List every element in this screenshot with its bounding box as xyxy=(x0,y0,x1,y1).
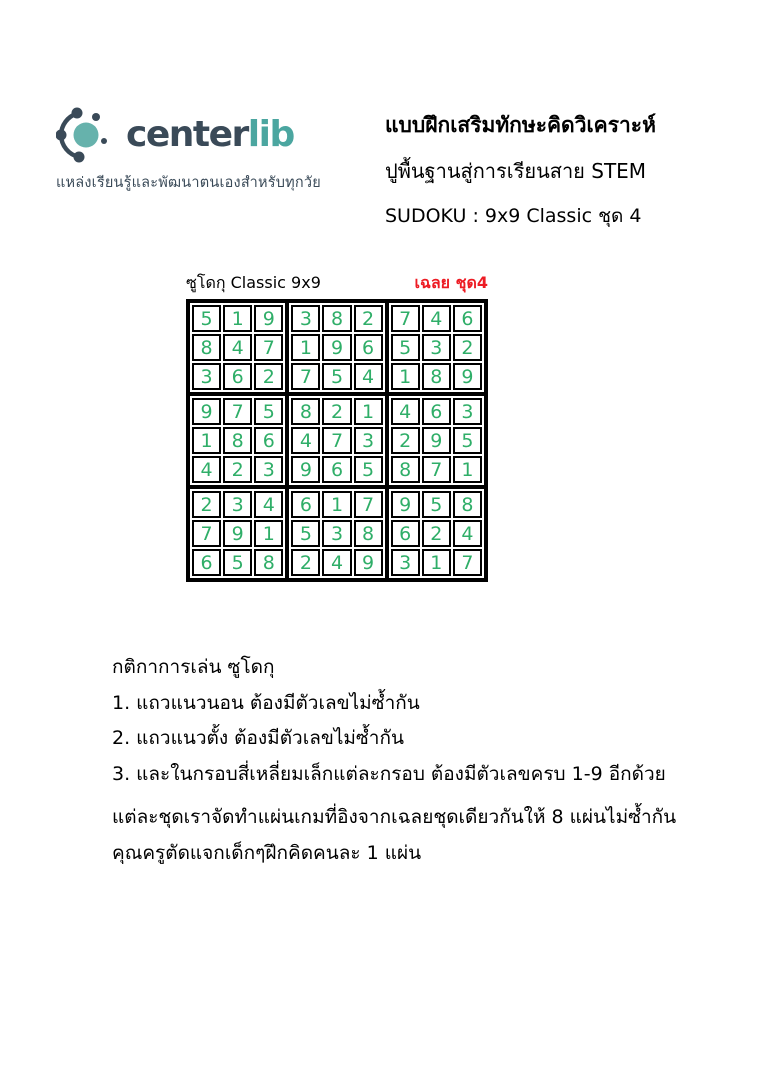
sudoku-cell: 7 xyxy=(354,491,383,518)
header-titles xyxy=(385,110,656,231)
sudoku-cell: 2 xyxy=(254,363,283,390)
sudoku-grid xyxy=(186,299,488,582)
sudoku-cell: 9 xyxy=(223,520,252,547)
sudoku-cell: 1 xyxy=(192,427,221,454)
logo-tagline: แหล่งเรียนรู้และพัฒนาตนเองสำหรับทุกวัย xyxy=(56,175,321,191)
sudoku-cell: 3 xyxy=(291,305,320,332)
rules-section xyxy=(112,650,666,792)
sudoku-cell: 7 xyxy=(192,520,221,547)
sudoku-cell: 4 xyxy=(322,549,351,576)
sudoku-cell: 4 xyxy=(391,398,420,425)
sudoku-cell: 8 xyxy=(254,549,283,576)
logo-word-center: center xyxy=(126,114,248,155)
sudoku-box xyxy=(387,487,486,580)
sudoku-cell: 8 xyxy=(422,363,451,390)
sudoku-box xyxy=(387,394,486,487)
sudoku-cell: 5 xyxy=(254,398,283,425)
logo-wordmark xyxy=(126,104,294,166)
sudoku-cell: 6 xyxy=(322,456,351,483)
sudoku-cell: 8 xyxy=(391,456,420,483)
sudoku-cell: 5 xyxy=(453,427,482,454)
sudoku-cell: 9 xyxy=(322,334,351,361)
sudoku-cell: 3 xyxy=(254,456,283,483)
sudoku-cell: 3 xyxy=(391,549,420,576)
sudoku-cell: 6 xyxy=(223,363,252,390)
sudoku-cell: 1 xyxy=(254,520,283,547)
sudoku-caption-row xyxy=(186,271,488,295)
sudoku-cell: 5 xyxy=(354,456,383,483)
rule-item-2: 2. แถวแนวตั้ง ต้องมีตัวเลขไม่ซ้ำกัน xyxy=(112,727,404,749)
sudoku-cell: 9 xyxy=(391,491,420,518)
centerlib-logo xyxy=(56,104,321,194)
note-line-1: แต่ละชุดเราจัดทำแผ่นเกมที่อิงจากเฉลยชุดเดียวกันให้ 8 แผ่นไม่ซ้ำกัน xyxy=(112,806,677,828)
note-line-2: คุณครูตัดแจกเด็กๆฝึกคิดคนละ 1 แผ่น xyxy=(112,842,422,864)
sudoku-cell: 2 xyxy=(192,491,221,518)
sudoku-cell: 1 xyxy=(453,456,482,483)
sudoku-cell: 1 xyxy=(391,363,420,390)
sudoku-cell: 4 xyxy=(291,427,320,454)
sudoku-cell: 3 xyxy=(453,398,482,425)
rule-item-3: 3. และในกรอบสี่เหลี่ยมเล็กแต่ละกรอบ ต้องมีตัวเลขครบ 1-9 อีกด้วย xyxy=(112,762,666,785)
sudoku-cell: 7 xyxy=(322,427,351,454)
centerlib-orbit-icon xyxy=(56,104,118,166)
sudoku-cell: 8 xyxy=(453,491,482,518)
sudoku-cell: 8 xyxy=(354,520,383,547)
sudoku-cell: 5 xyxy=(391,334,420,361)
sudoku-cell: 2 xyxy=(354,305,383,332)
sudoku-cell: 6 xyxy=(254,427,283,454)
sudoku-box xyxy=(188,394,287,487)
sudoku-cell: 4 xyxy=(192,456,221,483)
sudoku-cell: 2 xyxy=(453,334,482,361)
sudoku-cell: 7 xyxy=(223,398,252,425)
sudoku-cell: 2 xyxy=(391,427,420,454)
title-line-2: ปูพื้นฐานสู่การเรียนสาย STEM xyxy=(385,159,647,183)
sudoku-cell: 6 xyxy=(291,491,320,518)
sudoku-caption: ซูโดกุ Classic 9x9 xyxy=(186,273,321,292)
rules-heading: กติกาการเล่น ซูโดกุ xyxy=(112,656,275,678)
sudoku-cell: 2 xyxy=(291,549,320,576)
sudoku-cell: 8 xyxy=(192,334,221,361)
sudoku-cell: 1 xyxy=(322,491,351,518)
answer-set-label: เฉลย ชุด4 xyxy=(414,273,488,292)
sudoku-cell: 6 xyxy=(453,305,482,332)
sudoku-cell: 7 xyxy=(453,549,482,576)
sudoku-cell: 9 xyxy=(453,363,482,390)
sudoku-cell: 1 xyxy=(223,305,252,332)
sudoku-cell: 1 xyxy=(422,549,451,576)
sudoku-box xyxy=(287,301,386,394)
title-line-1: แบบฝึกเสริมทักษะคิดวิเคราะห์ xyxy=(385,113,656,137)
sudoku-box xyxy=(387,301,486,394)
sudoku-cell: 4 xyxy=(422,305,451,332)
rule-item-1: 1. แถวแนวนอน ต้องมีตัวเลขไม่ซ้ำกัน xyxy=(112,691,420,714)
logo-word-lib: lib xyxy=(247,114,294,155)
sudoku-cell: 9 xyxy=(291,456,320,483)
sudoku-cell: 8 xyxy=(223,427,252,454)
sudoku-cell: 7 xyxy=(254,334,283,361)
sudoku-cell: 3 xyxy=(192,363,221,390)
sudoku-cell: 7 xyxy=(391,305,420,332)
sudoku-cell: 8 xyxy=(322,305,351,332)
sudoku-cell: 6 xyxy=(391,520,420,547)
sudoku-cell: 2 xyxy=(422,520,451,547)
sudoku-cell: 3 xyxy=(422,334,451,361)
sudoku-cell: 6 xyxy=(354,334,383,361)
sudoku-cell: 2 xyxy=(322,398,351,425)
sudoku-cell: 9 xyxy=(192,398,221,425)
sudoku-cell: 7 xyxy=(291,363,320,390)
sudoku-cell: 3 xyxy=(223,491,252,518)
sudoku-cell: 7 xyxy=(422,456,451,483)
sudoku-cell: 9 xyxy=(422,427,451,454)
sudoku-cell: 6 xyxy=(422,398,451,425)
sudoku-box xyxy=(287,487,386,580)
sudoku-cell: 6 xyxy=(192,549,221,576)
sudoku-cell: 4 xyxy=(354,363,383,390)
sudoku-cell: 1 xyxy=(291,334,320,361)
sudoku-cell: 5 xyxy=(192,305,221,332)
sudoku-cell: 5 xyxy=(291,520,320,547)
sudoku-cell: 1 xyxy=(354,398,383,425)
sudoku-cell: 9 xyxy=(354,549,383,576)
sudoku-box xyxy=(188,301,287,394)
sudoku-cell: 3 xyxy=(322,520,351,547)
sudoku-cell: 5 xyxy=(223,549,252,576)
sudoku-cell: 8 xyxy=(291,398,320,425)
sudoku-cell: 5 xyxy=(322,363,351,390)
sudoku-cell: 4 xyxy=(223,334,252,361)
sudoku-cell: 2 xyxy=(223,456,252,483)
sudoku-cell: 3 xyxy=(354,427,383,454)
sudoku-box xyxy=(188,487,287,580)
sudoku-cell: 4 xyxy=(453,520,482,547)
sudoku-cell: 5 xyxy=(422,491,451,518)
title-line-3: SUDOKU : 9x9 Classic ชุด 4 xyxy=(385,205,642,227)
sudoku-cell: 4 xyxy=(254,491,283,518)
sudoku-box xyxy=(287,394,386,487)
note-section xyxy=(112,799,676,871)
sudoku-cell: 9 xyxy=(254,305,283,332)
